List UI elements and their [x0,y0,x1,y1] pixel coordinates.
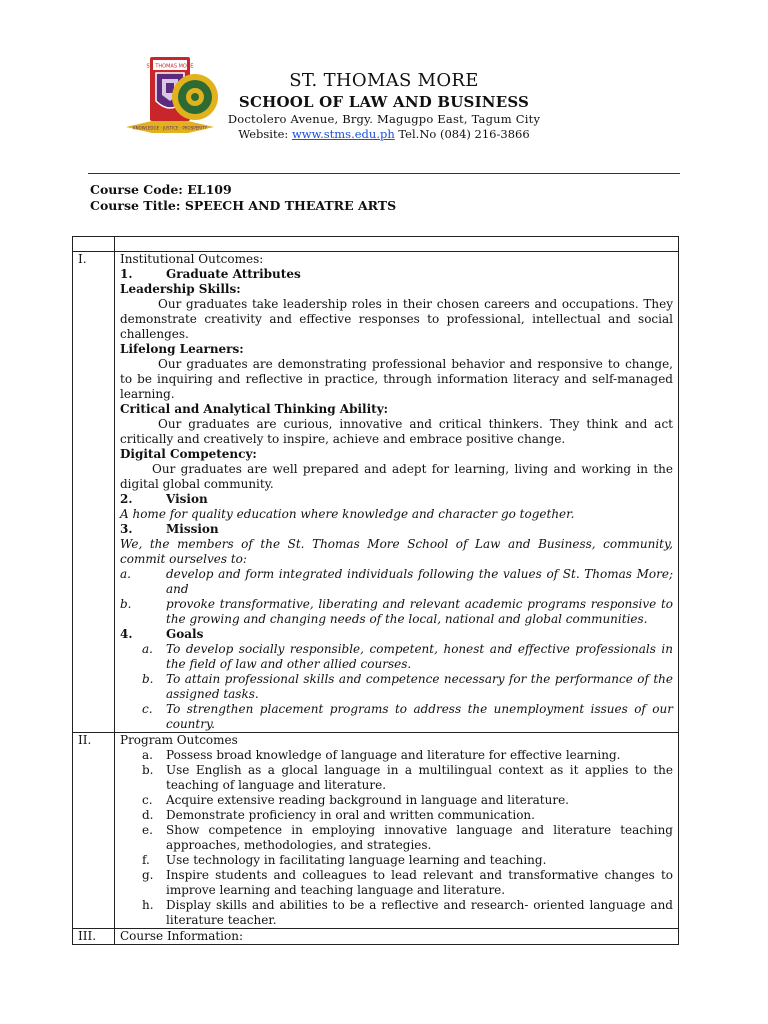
website-label: Website: [238,127,292,141]
telephone: Tel.No (084) 216-3866 [394,127,530,141]
vision-heading: 2. Vision [120,492,208,506]
course-title: SPEECH AND THEATRE ARTS [184,198,397,213]
header-divider [88,173,680,174]
institutional-outcomes [115,252,679,733]
critical-title: Critical and Analytical Thinking Ability: [120,402,389,416]
website-link[interactable]: www.stms.edu.ph [291,127,395,141]
school-subtitle: SCHOOL OF LAW AND BUSINESS [238,93,530,111]
goals-heading: 4. Goals [120,627,204,641]
letterhead [0,0,768,172]
course-code: EL109 [187,182,232,197]
course-table [72,236,679,945]
vision-text: A home for quality education where knowledge and character go together. [120,507,575,521]
section-numeral: III. [73,929,115,945]
mission-text: We, the members of the St. Thomas More School of Law and Business, community, commit ourselves to: [120,537,673,566]
list-item: a. develop and form integrated individuals following the values of St. Thomas More; and [120,567,673,596]
table-header-row [73,237,679,252]
program-outcomes [115,733,679,929]
list-item: e. Show competence in employing innovative language and literature teaching approaches, methodologies, and strategies. [142,823,673,852]
section-heading: Program Outcomes [120,733,238,747]
lifelong-title: Lifelong Learners: [120,342,244,356]
table-row [73,252,679,733]
graduate-attributes-heading: 1. Graduate Attributes [120,267,301,281]
critical-text: Our graduates are curious, innovative and critical thinkers. They think and act critically and creatively to inspire, achieve and embrace positive change. [120,417,673,446]
table-row [73,929,679,945]
contact-line [188,127,580,142]
list-item: f. Use technology in facilitating language learning and teaching. [142,853,547,867]
section-heading: Course Information: [115,929,679,945]
list-item: b. Use English as a glocal language in a multilingual context as it applies to the teaching of language and literature. [142,763,673,792]
list-item: g. Inspire students and colleagues to lead relevant and transformative changes to improve learning and teaching language and literature. [142,868,673,897]
logo-motto: KNOWLEDGE · JUSTICE · PROSPERITY [132,125,208,131]
list-item: a. Possess broad knowledge of language and literature for effective learning. [142,748,621,762]
list-item: c. To strengthen placement programs to address the unemployment issues of our country. [142,702,673,731]
digital-title: Digital Competency: [120,447,257,461]
mission-heading: 3. Mission [120,522,219,536]
course-info [90,182,396,214]
list-item: a. To develop socially responsible, competent, honest and effective professionals in the field of law and other allied courses. [142,642,673,671]
digital-text: Our graduates are well prepared and adept for learning, living and working in the digital global community. [120,462,673,491]
table-row [73,733,679,929]
course-code-label: Course Code: [90,182,183,197]
school-name: ST. THOMAS MORE [289,70,479,91]
logo-text: ST. THOMAS MORE [146,63,194,70]
list-item: b. To attain professional skills and competence necessary for the performance of the assigned tasks. [142,672,673,701]
section-heading: Institutional Outcomes: [120,252,264,266]
list-item: h. Display skills and abilities to be a reflective and research- oriented language and literature teacher. [142,898,673,927]
lifelong-text: Our graduates are demonstrating professional behavior and responsive to change, to be inquiring and reflective in practice, through information literacy and self-managed learning. [120,357,673,401]
list-item: d. Demonstrate proficiency in oral and written communication. [142,808,535,822]
leadership-text: Our graduates take leadership roles in their chosen careers and occupations. They demonstrate creativity and effective responses to professional, intellectual and social challenges. [120,297,673,341]
leadership-title: Leadership Skills: [120,282,241,296]
list-item: c. Acquire extensive reading background in language and literature. [142,793,569,807]
list-item: b. provoke transformative, liberating and relevant academic programs responsive to the growing and changing needs of the local, national and global communities. [120,597,673,626]
school-address: Doctolero Avenue, Brgy. Magugpo East, Tagum City [227,112,541,126]
section-numeral: I. [73,252,115,733]
course-title-label: Course Title: [90,198,181,213]
section-numeral: II. [73,733,115,929]
